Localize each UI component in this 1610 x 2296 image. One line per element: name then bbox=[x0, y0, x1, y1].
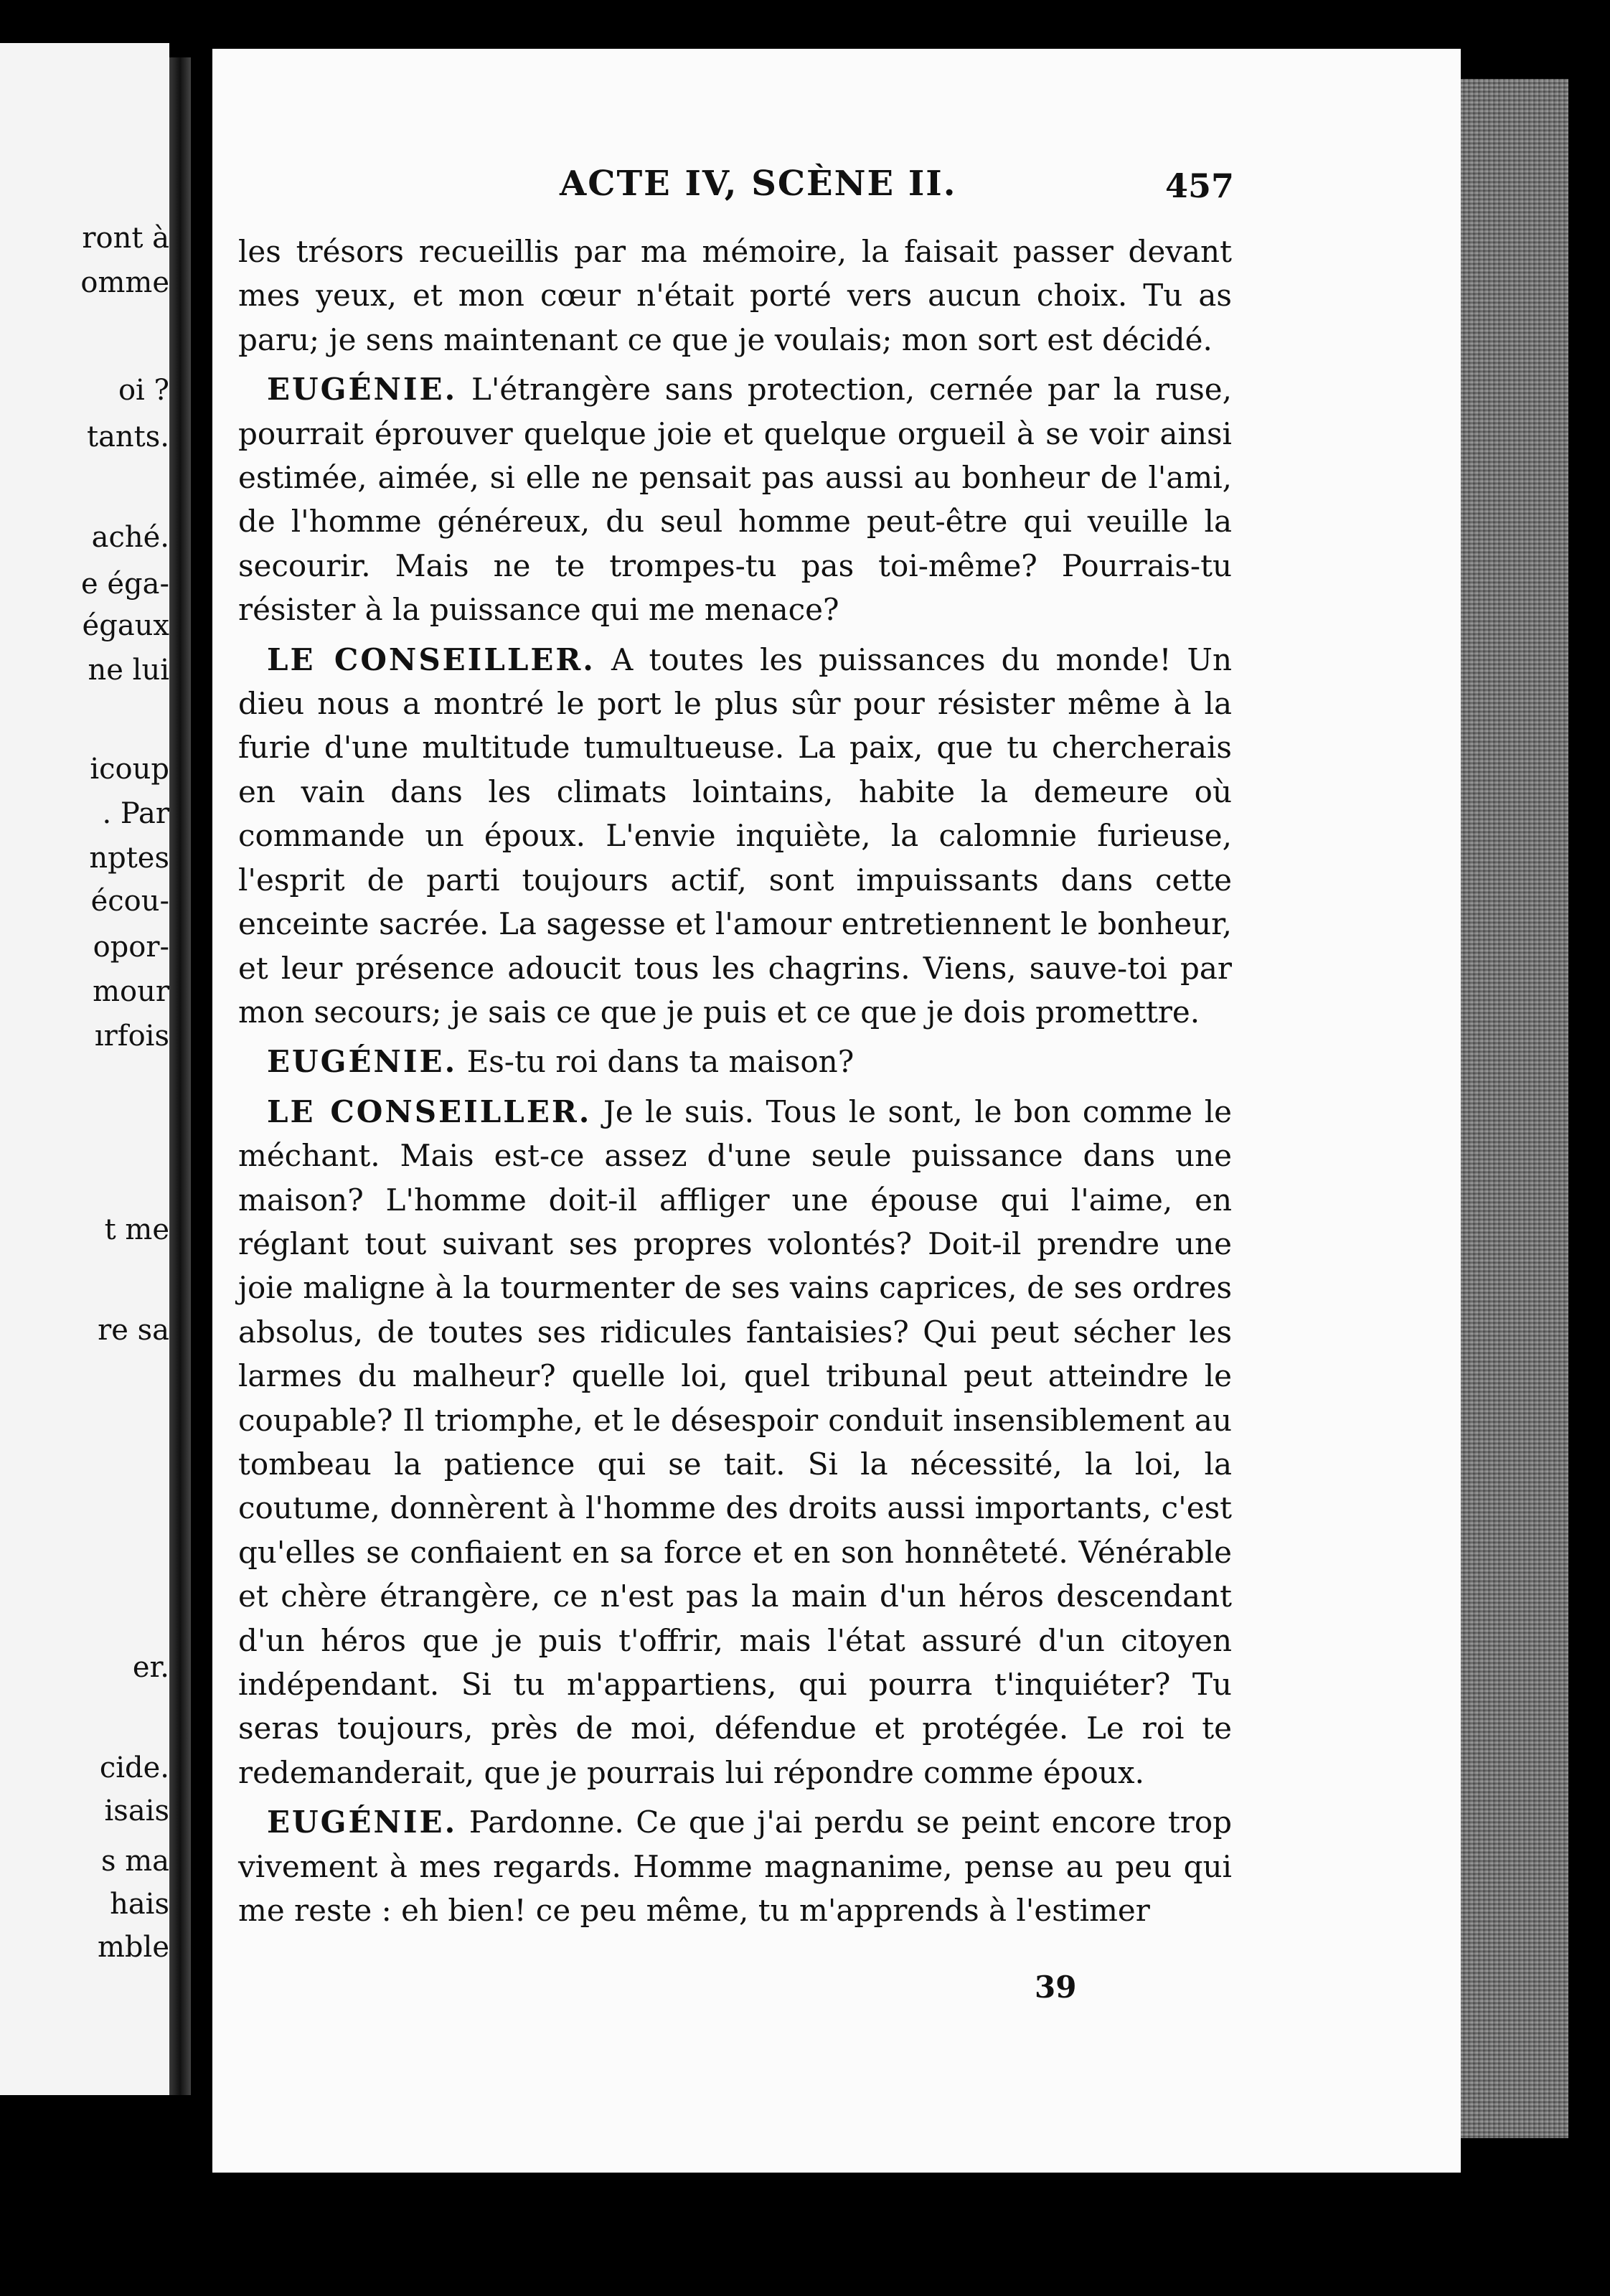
speaker-name: EUGÉNIE. bbox=[267, 372, 458, 408]
left-page-fragment: égaux bbox=[82, 609, 169, 642]
dialogue-text: Pardonne. Ce que j'ai perdu se peint encore trop vivement à mes regards. Homme magnanime, pense au peu qui me reste : eh bien! ce peu même, tu m'apprends à l'estimer bbox=[238, 1805, 1232, 1929]
speaker-name: EUGÉNIE. bbox=[267, 1805, 458, 1840]
page-block-edge bbox=[1461, 79, 1568, 2138]
left-page-fragment: re sa bbox=[98, 1314, 169, 1347]
left-page-fragment: écou- bbox=[90, 885, 169, 918]
signature-mark: 39 bbox=[1035, 1970, 1077, 2005]
left-page-fragment: s ma bbox=[100, 1845, 169, 1878]
dialogue-paragraph bbox=[238, 1040, 1232, 1083]
paragraph-text: les trésors recueillis par ma mémoire, la faisait passer devant mes yeux, et mon cœur n'était porté vers aucun choix. Tu as paru; je sens maintenant ce que je voulais; mon sort est décidé. bbox=[238, 234, 1232, 357]
left-page-fragment: cide. bbox=[99, 1751, 169, 1784]
paragraph bbox=[238, 230, 1232, 362]
dialogue-text: A toutes les puissances du monde! Un dieu nous a montré le port le plus sûr pour résister même à la furie d'une multitude tumultueuse. La paix, que tu chercherais en vain dans les climats lointains, habite la demeure où commande un époux. L'envie inquiète, la calomnie furieuse, l'esprit de parti toujours actif, sont impuissants dans cette enceinte sacrée. La sagesse et l'amour entretiennent le bonheur, et leur présence adoucit tous les chagrins. Viens, sauve-toi par mon secours; je sais ce que je puis et ce que je dois promettre. bbox=[238, 641, 1232, 1030]
left-page-fragment: . Par bbox=[102, 797, 169, 830]
dialogue-paragraph bbox=[238, 1090, 1232, 1795]
page-number: 457 bbox=[1164, 166, 1234, 205]
left-page-fragment: er. bbox=[132, 1651, 169, 1684]
speaker-name: LE CONSEILLER. bbox=[267, 641, 595, 677]
running-head: ACTE IV, SCÈNE II. bbox=[560, 164, 957, 204]
speaker-name: LE CONSEILLER. bbox=[267, 1093, 592, 1129]
body-text bbox=[238, 230, 1232, 1932]
left-page-fragment: omme bbox=[80, 266, 169, 299]
dialogue-paragraph bbox=[238, 638, 1232, 1035]
left-page-fragment: ne lui bbox=[88, 654, 169, 687]
left-page-fragment: mble bbox=[98, 1931, 169, 1964]
page-header bbox=[244, 164, 1234, 214]
left-page-fragment: tants. bbox=[87, 420, 169, 453]
left-facing-page bbox=[0, 43, 169, 2095]
left-page-fragment: opor- bbox=[93, 931, 169, 964]
left-page-fragment: aché. bbox=[91, 521, 169, 554]
dialogue-text: Es-tu roi dans ta maison? bbox=[466, 1044, 855, 1080]
left-page-fragment: isais bbox=[104, 1794, 169, 1827]
dialogue-text: L'étrangère sans protection, cernée par la ruse, pourrait éprouver quelque joie et quelque orgueil à se voir ainsi estimée, aimée, si elle ne pensait pas aussi au bonheur de l'ami, de l'homme généreux, du seul homme peut-être qui veuille la secourir. Mais ne te trompes-tu pas toi-même? Pourrais-tu résister à la puissance qui me menace? bbox=[238, 372, 1232, 628]
speaker-name: EUGÉNIE. bbox=[267, 1044, 458, 1080]
left-page-fragment: hais bbox=[110, 1888, 169, 1921]
dialogue-paragraph bbox=[238, 1800, 1232, 1932]
left-page-fragment: t me bbox=[104, 1213, 169, 1246]
left-page-fragment: mour bbox=[93, 975, 169, 1008]
left-page-fragment: ırfois bbox=[94, 1020, 169, 1053]
book-gutter bbox=[169, 57, 191, 2095]
left-page-fragment: nptes bbox=[89, 842, 169, 875]
dialogue-text: Je le suis. Tous le sont, le bon comme le méchant. Mais est-ce assez d'une seule puissance dans une maison? L'homme doit-il affliger une épouse qui l'aime, en réglant tout suivant ses propres volontés? Doit-il prendre une joie maligne à la tourmenter de ses vains caprices, de ses ordres absolus, de toutes ses ridicules fantaisies? Qui peut sécher les larmes du malheur? quelle loi, quel tribunal peut atteindre le coupable? Il triomphe, et le désespoir conduit insensiblement au tombeau la patience qui se tait. Si la nécessité, la loi, la coutume, donnèrent à l'homme des droits aussi importants, c'est qu'elles se confiaient en sa force et en son honnêteté. Vénérable et chère étrangère, ce n'est pas la main d'un héros descendant d'un héros que je puis t'offrir, mais l'état assuré d'un citoyen indépendant. Si tu m'appartiens, qui pourra t'inquiéter? Tu seras toujours, près de moi, défendue et protégée. Le roi te redemanderait, que je pourrais lui répondre comme époux. bbox=[238, 1093, 1232, 1790]
left-page-fragment: icoup bbox=[90, 753, 169, 786]
left-page-fragment: ront à bbox=[82, 222, 169, 255]
left-page-line-fragments bbox=[0, 43, 169, 2095]
left-page-fragment: e éga- bbox=[80, 568, 169, 601]
left-page-fragment: oi ? bbox=[118, 374, 169, 407]
dialogue-paragraph bbox=[238, 367, 1232, 631]
